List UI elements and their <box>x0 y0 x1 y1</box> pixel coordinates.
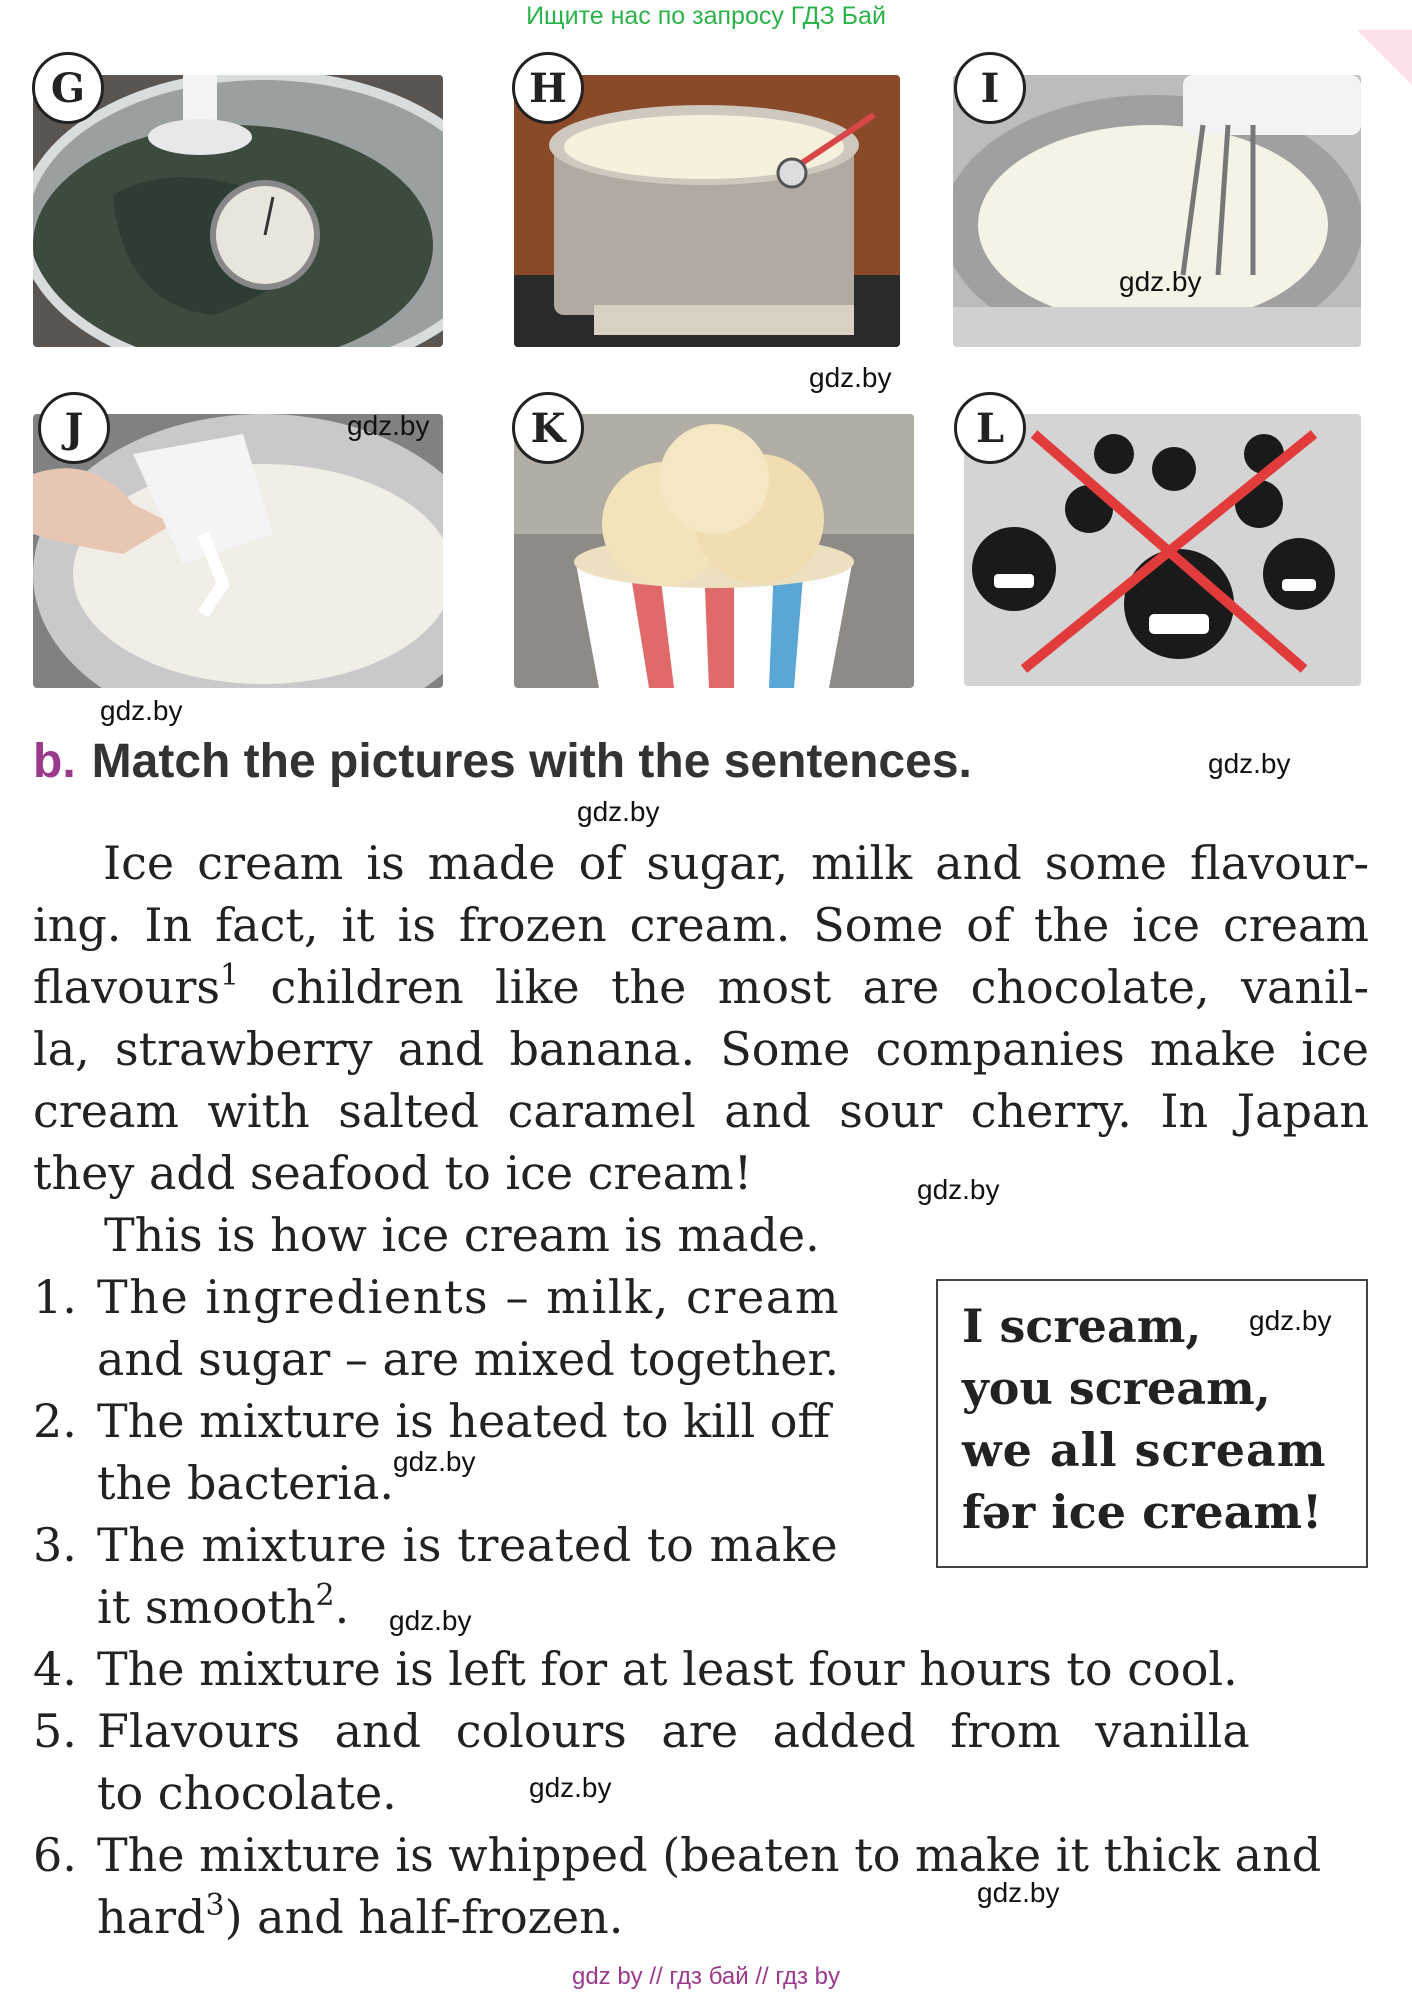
watermark: gdz.by <box>1208 748 1291 779</box>
task-letter: b. <box>33 735 76 788</box>
picture-letter-k: K <box>512 392 584 464</box>
step-text: The mixture is treated to make <box>97 1518 839 1572</box>
step-text: Flavours and colours are added from vanilla <box>97 1704 1250 1758</box>
step-text: The mixture is left for at least four hours to cool. <box>97 1642 1238 1696</box>
poem-line: you scream, <box>962 1361 1271 1415</box>
step-number: 2. <box>33 1394 77 1448</box>
picture-letter-l: L <box>954 392 1026 464</box>
watermark: gdz.by <box>1249 1305 1332 1336</box>
step-text <box>97 1886 623 1948</box>
task-heading <box>33 734 972 789</box>
picture-g <box>33 75 443 347</box>
watermark: gdz.by <box>917 1174 1000 1205</box>
paragraph-line: Ice cream is made of sugar, milk and some flavour- <box>103 836 1369 890</box>
paragraph-word: flavours <box>33 960 221 1014</box>
picture-i <box>953 75 1361 347</box>
step-word: hard <box>97 1890 206 1944</box>
footnote-marker: 3 <box>205 1888 225 1923</box>
picture-k <box>514 414 914 688</box>
poem-line: I scream, <box>962 1299 1202 1353</box>
paragraph-line: cream with salted caramel and sour cherry. In Japan <box>33 1084 1369 1138</box>
poem-line: fər ice cream! <box>962 1485 1323 1539</box>
thermometer-in-bowl-icon <box>33 75 443 347</box>
step-text <box>97 1576 349 1638</box>
watermark: gdz.by <box>393 1446 476 1477</box>
paragraph-line: they add seafood to ice cream! <box>33 1146 753 1200</box>
picture-letter-i: I <box>954 52 1026 124</box>
footer-links[interactable]: gdz by // гдз бай // гдз by <box>571 1963 841 1990</box>
ice-cream-cup-icon <box>514 414 914 688</box>
footnote-marker: 2 <box>315 1578 335 1613</box>
step-word: it smooth <box>97 1580 316 1634</box>
intro-paragraph <box>33 832 1369 1204</box>
picture-l <box>964 414 1361 686</box>
step-text: and sugar – are mixed together. <box>97 1332 840 1386</box>
paragraph-word: children like the most are chocolate, vanil- <box>270 960 1369 1014</box>
watermark: gdz.by <box>389 1605 472 1636</box>
picture-letter-g: G <box>32 52 104 124</box>
step-number: 5. <box>33 1704 77 1758</box>
picture-h <box>514 75 900 347</box>
step-text: to chocolate. <box>97 1766 397 1820</box>
paragraph-line <box>33 956 1369 1018</box>
paragraph-line: la, strawberry and banana. Some companies make ice <box>33 1022 1369 1076</box>
paragraph-line: ing. In fact, it is frozen cream. Some of the ice cream <box>33 898 1369 952</box>
corner-decoration <box>1357 30 1412 85</box>
watermark: gdz.by <box>809 362 892 393</box>
task-text: Match the pictures with the sentences. <box>91 735 972 788</box>
step-word: ) and half-frozen. <box>224 1890 624 1944</box>
crossed-out-bacteria-icon <box>964 414 1361 686</box>
step-number: 4. <box>33 1642 77 1696</box>
mixer-whipping-cream-icon <box>953 75 1361 347</box>
picture-letter-j: J <box>38 392 110 464</box>
step-number: 6. <box>33 1828 77 1882</box>
footnote-marker: 1 <box>220 958 240 993</box>
picture-letter-h: H <box>512 52 584 124</box>
step-number: 1. <box>33 1270 77 1324</box>
milk-pan-with-thermometer-icon <box>514 75 900 347</box>
watermark: gdz.by <box>347 410 430 441</box>
step-text: The mixture is whipped (beaten to make it thick and <box>97 1828 1322 1882</box>
step-text: The ingredients – milk, cream <box>97 1270 841 1324</box>
top-banner[interactable]: Ищите нас по запросу ГДЗ Бай <box>526 2 886 30</box>
step-text: the bacteria. <box>97 1456 395 1510</box>
step-word: . <box>334 1580 350 1634</box>
steps-intro: This is how ice cream is made. <box>104 1208 820 1262</box>
watermark: gdz.by <box>977 1877 1060 1908</box>
watermark: gdz.by <box>529 1772 612 1803</box>
watermark: gdz.by <box>1119 266 1202 297</box>
step-text: The mixture is heated to kill off <box>97 1394 831 1448</box>
step-number: 3. <box>33 1518 77 1572</box>
poem-line: we all scream <box>962 1423 1327 1477</box>
watermark: gdz.by <box>577 796 660 827</box>
watermark: gdz.by <box>100 695 183 726</box>
